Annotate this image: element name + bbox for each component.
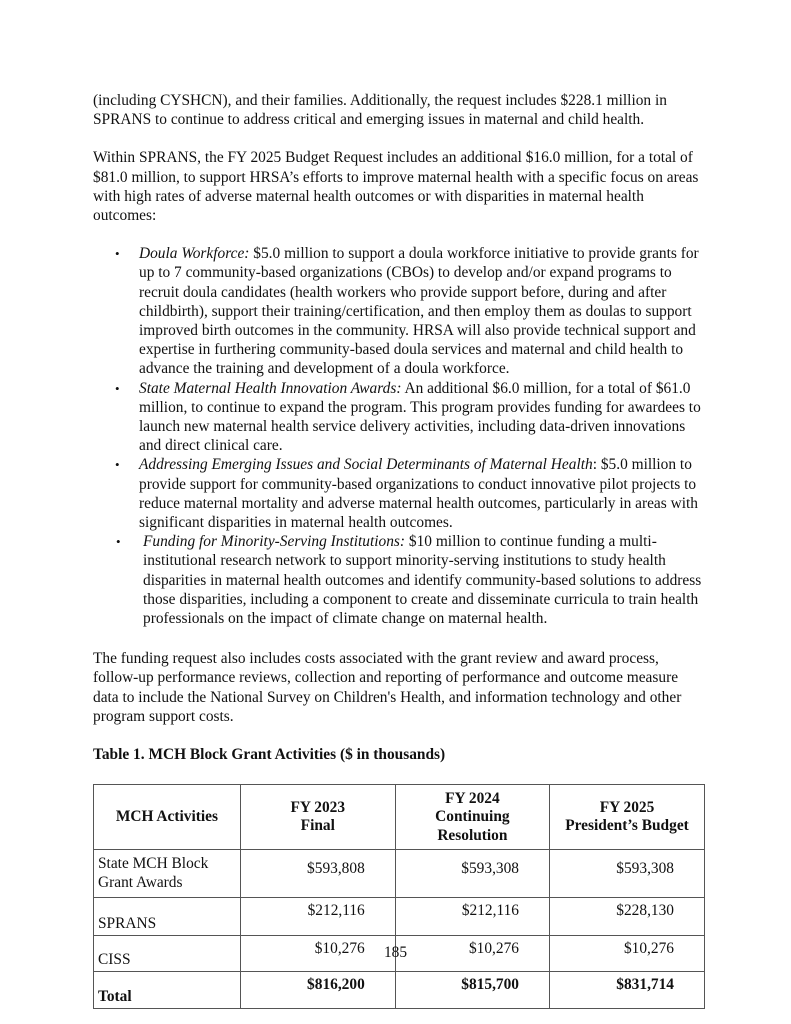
cell-fy2025: $228,130 <box>550 898 705 936</box>
table-row <box>94 898 705 936</box>
intro-paragraph: (including CYSHCN), and their families. Additionally, the request includes $228.1 million in SPRANS to continue to address critical and emerging issues in maternal and child health. <box>93 92 667 129</box>
bullet-text: $10 million to continue funding a multi-institutional research network to support minority-serving institutions to study health disparities in maternal health outcomes and identify community-based solutions to address those disparities, including a component to create and disseminate curricula to train health professionals on the impact of climate change on maternal health. <box>143 533 702 628</box>
header-fy2023: FY 2023 Final <box>240 785 395 850</box>
table-total-row <box>94 972 705 1009</box>
bullet-item-emerging-issues <box>93 455 705 532</box>
header-fy2024: FY 2024 Continuing Resolution <box>395 785 549 850</box>
funding-paragraph: The funding request also includes costs associated with the grant review and award process, follow-up performance reviews, collection and reporting of performance and outcome measure data to include the National Survey on Children's Health, and information technology and other program support costs. <box>93 650 682 725</box>
table-caption: Table 1. MCH Block Grant Activities ($ in thousands) <box>93 746 446 764</box>
bullet-icon: • <box>115 246 120 262</box>
bullet-title: Funding for Minority-Serving Institutions: <box>143 533 406 551</box>
row-label: CISS <box>94 936 241 972</box>
cell-fy2024: $815,700 <box>395 972 549 1009</box>
bullet-text: : $5.0 million to provide support for community-based organizations to conduct innovative pilot projects to reduce maternal mortality and adverse maternal health outcomes, particularly in areas with significant disparities in maternal health outcomes. <box>139 456 698 532</box>
cell-fy2025: $593,308 <box>550 850 705 898</box>
bullet-item-doula-workforce <box>93 244 705 378</box>
row-label: SPRANS <box>94 898 241 936</box>
bullet-title: Addressing Emerging Issues and Social Determinants of Maternal Health <box>139 456 593 474</box>
row-label: Total <box>94 972 241 1009</box>
maternal-health-bullet-list <box>93 244 705 628</box>
cell-fy2024: $593,308 <box>395 850 549 898</box>
cell-fy2023: $10,276 <box>240 936 395 972</box>
bullet-icon: • <box>115 457 120 473</box>
page-number: 185 <box>383 944 408 961</box>
table-row <box>94 850 705 898</box>
bullet-text: An additional $6.0 million, for a total of $61.0 million, to continue to expand the program. This program provides funding for awardees to launch new maternal health service delivery activities, including data-driven innovations and direct clinical care. <box>139 379 701 455</box>
sprans-paragraph: Within SPRANS, the FY 2025 Budget Request includes an additional $16.0 million, for a total of $81.0 million, to support HRSA’s efforts to improve maternal health with a specific focus on areas with high rates of adverse maternal health outcomes or with disparities in maternal health outcomes: <box>93 149 699 225</box>
cell-fy2025: $10,276 <box>550 936 705 972</box>
bullet-icon: • <box>116 534 121 550</box>
bullet-title: State Maternal Health Innovation Awards: <box>139 379 402 397</box>
bullet-title: Doula Workforce: <box>139 245 250 263</box>
cell-fy2023: $816,200 <box>240 972 395 1009</box>
bullet-text: $5.0 million to support a doula workforce initiative to provide grants for up to 7 community-based organizations (CBOs) to develop and/or expand programs to recruit doula candidates (health workers who provide support before, during and after childbirth), support their training/certification, and then employ them as doulas to support improved birth outcomes in the community. HRSA will also provide technical support and expertise in furthering community-based doula services and maternal and child health to advance the training and development of a doula workforce. <box>139 245 699 378</box>
cell-fy2024: $10,276 <box>395 936 549 972</box>
header-mch-activities: MCH Activities <box>94 785 241 850</box>
row-label: State MCH Block Grant Awards <box>94 850 241 898</box>
cell-fy2025: $831,714 <box>550 972 705 1009</box>
table-header-row <box>94 785 705 850</box>
header-fy2025: FY 2025 President’s Budget <box>550 785 705 850</box>
bullet-item-minority-serving-institutions <box>93 532 705 628</box>
document-page <box>93 91 705 1009</box>
cell-fy2023: $212,116 <box>240 898 395 936</box>
cell-fy2024: $212,116 <box>395 898 549 936</box>
bullet-item-state-maternal-health-innovation <box>93 379 705 456</box>
cell-fy2023: $593,808 <box>240 850 395 898</box>
bullet-icon: • <box>115 380 120 396</box>
mch-block-grant-table <box>93 784 705 1009</box>
